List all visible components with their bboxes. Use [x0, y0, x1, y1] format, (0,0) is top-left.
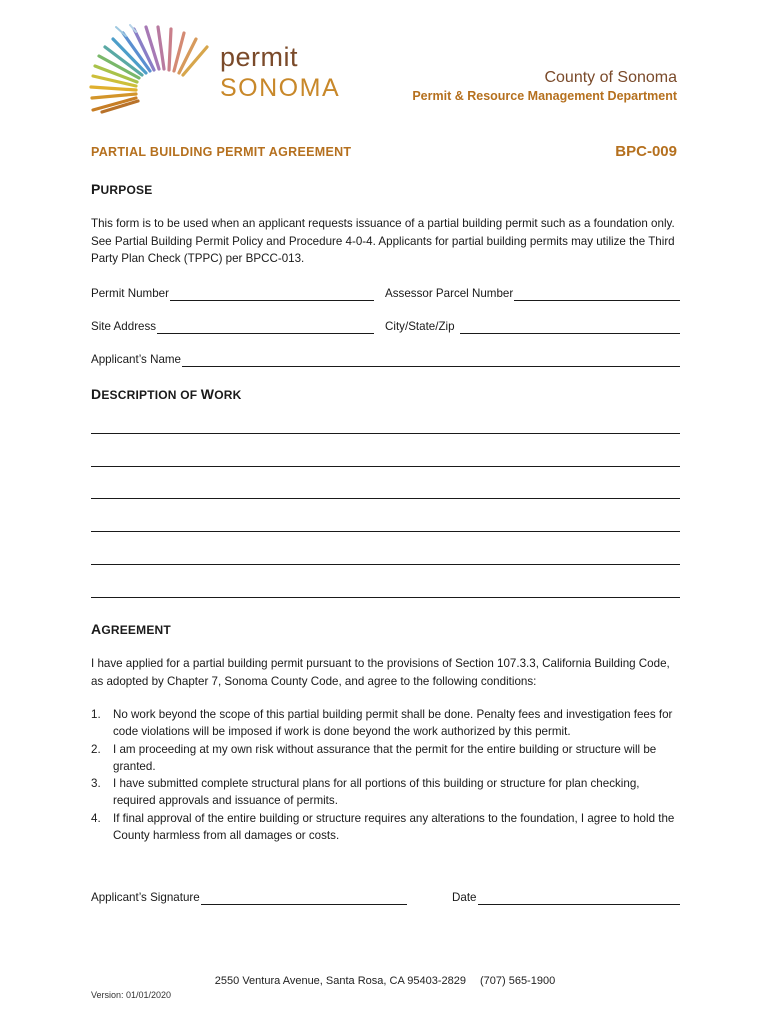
date-field[interactable] [452, 887, 680, 905]
list-item: 3. I have submitted complete structural plans for all portions of this building or structure for plan checking, required approvals and issuance of permits. [91, 777, 640, 808]
permit-sonoma-logo-icon [86, 24, 226, 114]
conditions-list [91, 706, 681, 844]
list-item: 2. I am proceeding at my own risk without assurance that the permit for the entire building or structure will be granted. [91, 742, 657, 773]
version-label: Version: 01/01/2020 [91, 990, 172, 1000]
list-item: 1. No work beyond the scope of this partial building permit shall be done. Penalty fees and investigation fees for code violations will be imposed if work is done beyond the work authorized by this permit. [91, 708, 673, 739]
footer-street-address: 2550 Ventura Avenue, Santa Rosa, CA 95403-2829 [214, 975, 466, 987]
site-address-field[interactable] [91, 316, 374, 334]
description-line[interactable] [91, 466, 680, 467]
description-line[interactable] [91, 531, 680, 532]
description-line[interactable] [91, 433, 680, 434]
county-name: County of Sonoma [544, 69, 677, 86]
applicant-name-label: Applicant’s Name [91, 353, 182, 366]
permit-number-line[interactable] [170, 286, 374, 301]
site-address-label: Site Address [91, 320, 157, 333]
city-state-zip-line[interactable] [460, 319, 680, 334]
purpose-heading: PURPOSE [91, 181, 153, 197]
applicant-signature-field[interactable] [91, 887, 407, 905]
assessor-parcel-number-field[interactable] [385, 283, 680, 301]
applicant-name-field[interactable] [91, 349, 680, 367]
footer-phone: (707) 565-1900 [479, 975, 556, 987]
city-state-zip-field[interactable] [385, 316, 680, 334]
form-code: BPC-009 [615, 143, 677, 160]
description-line[interactable] [91, 597, 680, 598]
document-title: PARTIAL BUILDING PERMIT AGREEMENT [91, 145, 352, 159]
applicant-signature-line[interactable] [201, 890, 407, 905]
city-state-zip-label: City/State/Zip [385, 320, 455, 333]
description-line[interactable] [91, 564, 680, 565]
purpose-text: This form is to be used when an applicant requests issuance of a partial building permit such as a foundation only. See Partial Building Permit Policy and Procedure 4-0-4. Applicants for partial building permits may utilize the Third Party Plan Check (TPPC) per BPCC-013. [91, 217, 675, 265]
applicant-name-line[interactable] [182, 352, 680, 367]
footer-address [0, 975, 770, 987]
logo-word-permit: permit [220, 42, 299, 72]
date-label: Date [452, 891, 477, 904]
permit-number-field[interactable] [91, 283, 374, 301]
permit-number-label: Permit Number [91, 287, 169, 300]
agreement-intro: I have applied for a partial building permit pursuant to the provisions of Section 107.3.3, California Building Code, as adopted by Chapter 7, Sonoma County Code, and agree to the following conditions: [91, 657, 670, 688]
assessor-parcel-number-line[interactable] [514, 286, 680, 301]
site-address-line[interactable] [157, 319, 374, 334]
assessor-parcel-number-label: Assessor Parcel Number [385, 287, 514, 300]
list-item: 4. If final approval of the entire building or structure requires any alterations to the foundation, I agree to hold the County harmless from all damages or costs. [91, 811, 675, 843]
logo-word-sonoma: SONOMA [220, 74, 341, 102]
department-name: Permit & Resource Management Department [412, 89, 677, 103]
description-line[interactable] [91, 498, 680, 499]
date-line[interactable] [478, 890, 681, 905]
description-heading: DESCRIPTION OF WORK [91, 386, 242, 402]
agreement-heading: AGREEMENT [91, 621, 171, 637]
applicant-signature-label: Applicant’s Signature [91, 891, 200, 904]
